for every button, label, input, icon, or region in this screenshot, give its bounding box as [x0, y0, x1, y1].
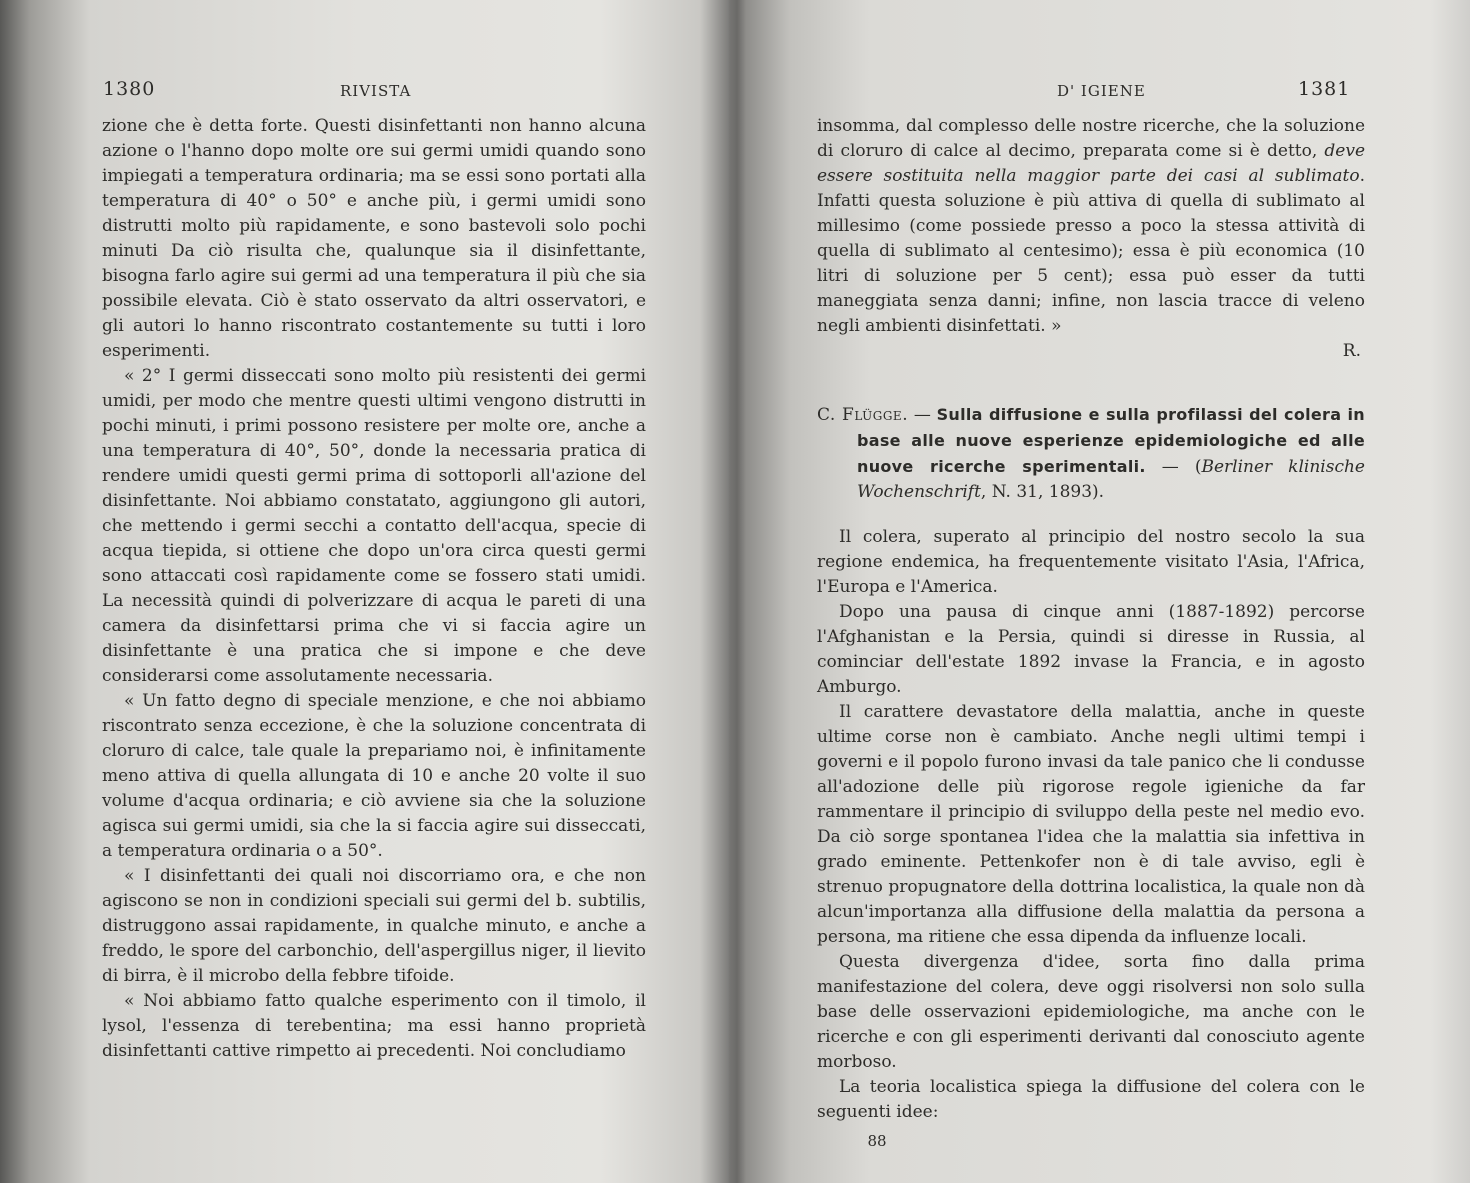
quote-text-rest: . Infatti questa soluzione è più attiva di quella di sublimato al millesimo (come possiede presso a poco la stessa attività di quella di sublimato al centesimo); essa è più economica (10 litri di soluzione per 5 cent); essa può esser da tutti maneggiata senza danni; infine, non lascia tracce di veleno negli ambienti disinfettati. » [817, 166, 1365, 336]
paragraph: « Noi abbiamo fatto qualche esperimento con il timolo, il lysol, l'essenza di terebentina; ma essi hanno proprietà disinfettanti cattive rimpetto ai precedenti. Noi concludiamo [102, 991, 646, 1061]
signature-line [817, 339, 1365, 364]
signature: R. [1342, 341, 1361, 361]
quote-text: insomma, dal complesso delle nostre ricerche, che la soluzione di cloruro di calce al decimo, preparata come si è detto, [817, 116, 1365, 161]
paragraph: La teoria localistica spiega la diffusione del colera con le seguenti idee: [817, 1077, 1365, 1122]
quote-continuation [817, 114, 1365, 364]
paragraph: « I disinfettanti dei quali noi discorriamo ora, e che non agiscono se non in condizioni speciali sui germi del b. subtilis, distruggono assai rapidamente, in qualche minuto, e anche a freddo, le spore del carbonchio, dell'aspergillus niger, il lievito di birra, è il microbo della febbre tifoide. [102, 866, 646, 986]
paragraph: Questa divergenza d'idee, sorta fino dalla prima manifestazione del colera, deve oggi risolversi non solo sulla base delle osservazioni epidemiologiche, ma anche con le ricerche e con gli esperimenti derivanti dal conosciuto agente morboso. [817, 952, 1365, 1072]
page-number: 1381 [1298, 78, 1351, 100]
article-author: C. Flügge. [817, 405, 909, 425]
running-head: RIVISTA [340, 82, 412, 100]
source-details: , N. 31, 1893). [980, 482, 1105, 502]
source-journal: Berliner klinische Wochenschrift [857, 457, 1365, 502]
article-title: Sulla diffusione e sulla profilassi del colera in base alle nuove esperienze epidemiologiche ed alle nuove ricerche sperimentali. [857, 405, 1366, 476]
paragraph: « Un fatto degno di speciale menzione, e che noi abbiamo riscontrato senza eccezione, è che la soluzione concentrata di cloruro di calce, tale quale la prepariamo noi, è infinitamente meno attiva di quella allungata di 10 e anche 20 volte il suo volume d'acqua ordinaria; e ciò avviene sia che la soluzione agisca sui germi umidi, sia che la si faccia agire sui disseccati, a temperatura ordinaria o a 50°. [102, 691, 646, 861]
signature-mark: 88 [867, 1132, 887, 1150]
paragraph: Il colera, superato al principio del nostro secolo la sua regione endemica, ha frequentemente visitato l'Asia, l'Africa, l'Europa e l'America. [817, 527, 1365, 597]
citation [817, 402, 1365, 505]
book-gutter [728, 0, 746, 1183]
running-head: D' IGIENE [1057, 82, 1146, 100]
quote-italic: deve essere sostituita nella maggior parte dei casi al sublimato [817, 141, 1365, 186]
right-page [745, 0, 1470, 1183]
paragraph: « 2° I germi disseccati sono molto più resistenti dei germi umidi, per modo che mentre questi ultimi vengono distrutti in pochi minuti, i primi possono resistere per molte ore, anche a una temperatura di 40°, 50°, donde la necessaria pratica di rendere umidi questi germi prima di sottoporli all'azione del disinfettante. Noi abbiamo constatato, aggiungono gli autori, che mettendo i germi secchi a contatto dell'acqua, specie di acqua tiepida, si ottiene che dopo un'ora circa questi germi sono attaccati così rapidamente come se fossero stati umidi. La necessità quindi di polverizzare di acqua le pareti di una camera da disinfettarsi prima che vi si faccia agire un disinfettante è una pratica che si impone e che deve considerarsi come assolutamente necessaria. [102, 366, 646, 686]
paragraph: zione che è detta forte. Questi disinfettanti non hanno alcuna azione o l'hanno dopo molte ore sui germi umidi quando sono impiegati a temperatura ordinaria; ma se essi sono portati alla temperatura di 40° o 50° e anche più, i germi umidi sono distrutti molto più rapidamente, e sono bastevoli solo pochi minuti Da ciò risulta che, qualunque sia il disinfettante, bisogna farlo agire sui germi ad una temperatura il più che sia possibile elevata. Ciò è stato osservato da altri osservatori, e gli autori lo hanno riscontrato costantemente su tutti i loro esperimenti. [102, 116, 646, 361]
left-page [0, 0, 730, 1183]
paragraph: Dopo una pausa di cinque anni (1887-1892) percorse l'Afghanistan e la Persia, quindi si diresse in Russia, al cominciar dell'estate 1892 invase la Francia, e in agosto Amburgo. [817, 602, 1365, 697]
source-prefix: — ( [1161, 457, 1202, 477]
page-number: 1380 [103, 78, 156, 100]
left-body-text [102, 114, 646, 1064]
article-heading [817, 402, 1365, 505]
paragraph [817, 114, 1365, 339]
paragraph: Il carattere devastatore della malattia, anche in queste ultime corse non è cambiato. Anche negli ultimi tempi i governi e il popolo furono invasi da tale panico che li condusse all'adozione delle più rigorose regole igieniche da far rammentare il principio di sviluppo della peste nel medio evo. Da ciò sorge spontanea l'idea che la malattia sia infettiva in grado eminente. Pettenkofer non è di tale avviso, egli è strenuo propugnatore della dottrina localistica, la quale non dà alcun'importanza alla diffusione della malattia da persona a persona, ma ritiene che essa dipenda da influenze locali. [817, 702, 1365, 947]
dash: — [913, 405, 931, 425]
article-body [817, 525, 1365, 1125]
right-body-text [817, 114, 1365, 1154]
